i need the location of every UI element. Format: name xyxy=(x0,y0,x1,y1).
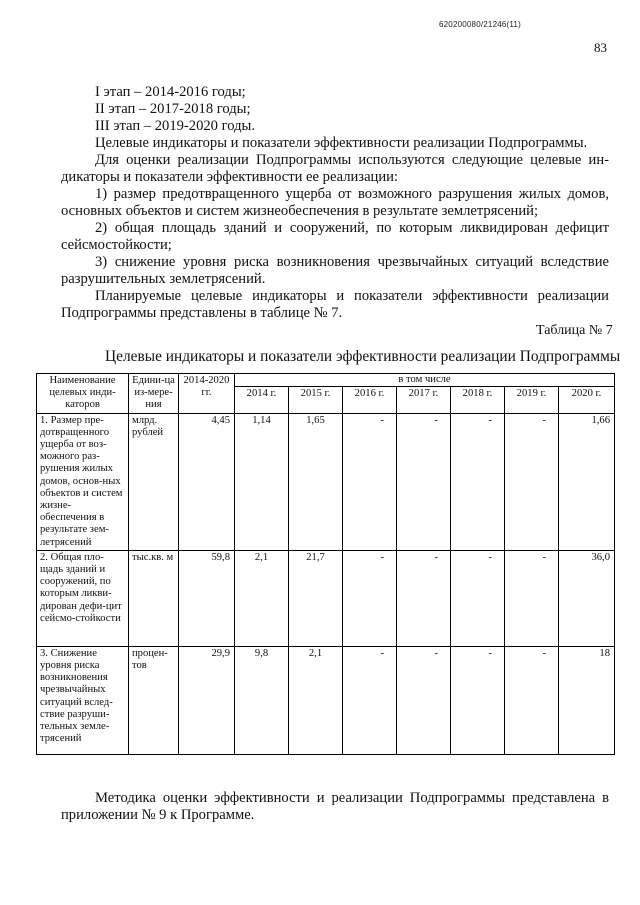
header-year: 2015 г. xyxy=(289,387,343,414)
indicator-3-line: разрушительных землетрясений. xyxy=(61,271,266,287)
row-value: - xyxy=(451,646,505,754)
paragraph-line: дикаторы и показатели эффективности ее реализации: xyxy=(61,169,399,185)
table-row xyxy=(37,550,615,646)
row-name: 1. Размер пре-дотвращенного ущерба от воз-можного раз-рушения жилых домов, основ-ных объектов и систем жизне-обеспечения в результате зем-летрясений xyxy=(37,413,129,550)
indicator-1-line: основных объектов и систем жизнеобеспечения в результате землетрясений; xyxy=(61,203,539,219)
header-unit: Едини-ца из-мере-ния xyxy=(129,374,179,414)
methodology-line: Методика оценки эффективности и реализации Подпрограммы представлена в xyxy=(95,790,609,806)
indicator-3-line: 3) снижение уровня риска возникновения чрезвычайных ситуаций вследствие xyxy=(95,254,609,270)
row-value: - xyxy=(343,646,397,754)
stage-2-line: II этап – 2017-2018 годы; xyxy=(95,101,251,117)
table-row xyxy=(37,646,615,754)
header-year: 2019 г. xyxy=(505,387,559,414)
row-value: 1,66 xyxy=(559,413,615,550)
row-value: - xyxy=(505,550,559,646)
indicators-table xyxy=(36,373,615,755)
row-unit: процен-тов xyxy=(129,646,179,754)
indicator-2-line: сейсмостойкости; xyxy=(61,237,172,253)
row-value: 1,65 xyxy=(289,413,343,550)
row-value: 1,14 xyxy=(235,413,289,550)
row-value: - xyxy=(343,413,397,550)
row-value: - xyxy=(451,413,505,550)
planned-line: Подпрограммы представлены в таблице № 7. xyxy=(61,305,343,321)
table-title: Целевые индикаторы и показатели эффективности реализации Подпрограммы xyxy=(105,348,621,365)
indicators-heading: Целевые индикаторы и показатели эффективности реализации Подпрограммы. xyxy=(95,135,588,151)
header-total: 2014-2020 гг. xyxy=(179,374,235,414)
row-value: 36,0 xyxy=(559,550,615,646)
row-value: - xyxy=(343,550,397,646)
paragraph-line: Для оценки реализации Подпрограммы используются следующие целевые ин- xyxy=(95,152,609,168)
row-value: 9,8 xyxy=(235,646,289,754)
row-value: 21,7 xyxy=(289,550,343,646)
planned-line: Планируемые целевые индикаторы и показатели эффективности реализации xyxy=(95,288,609,304)
methodology-line: приложении № 9 к Программе. xyxy=(61,807,255,823)
row-value: 2,1 xyxy=(289,646,343,754)
row-value: - xyxy=(505,413,559,550)
page-number: 83 xyxy=(594,40,607,55)
row-value: - xyxy=(397,646,451,754)
header-year: 2020 г. xyxy=(559,387,615,414)
row-unit: млрд. рублей xyxy=(129,413,179,550)
header-year: 2016 г. xyxy=(343,387,397,414)
row-value: - xyxy=(397,550,451,646)
row-value: - xyxy=(505,646,559,754)
table-row xyxy=(37,413,615,550)
doc-code: 620200080/21246(11) xyxy=(439,20,521,29)
header-year: 2017 г. xyxy=(397,387,451,414)
row-total: 4,45 xyxy=(179,413,235,550)
header-including: в том числе xyxy=(235,374,615,387)
stage-3-line: III этап – 2019-2020 годы. xyxy=(95,118,255,134)
indicator-2-line: 2) общая площадь зданий и сооружений, по которым ликвидирован дефицит xyxy=(95,220,609,236)
row-name: 3. Снижение уровня риска возникновения чрезвычайных ситуаций вслед-ствие разруши-тельных земле-трясений xyxy=(37,646,129,754)
header-year: 2014 г. xyxy=(235,387,289,414)
header-year: 2018 г. xyxy=(451,387,505,414)
row-value: - xyxy=(397,413,451,550)
row-name: 2. Общая пло-щадь зданий и сооружений, по которым ликви-дирован дефи-цит сейсмо-стойкости xyxy=(37,550,129,646)
row-total: 59,8 xyxy=(179,550,235,646)
row-value: - xyxy=(451,550,505,646)
indicator-1-line: 1) размер предотвращенного ущерба от возможного разрушения жилых домов, xyxy=(95,186,609,202)
header-name: Наименование целевых инди-каторов xyxy=(37,374,129,414)
table-caption: Таблица № 7 xyxy=(536,323,613,338)
row-value: 2,1 xyxy=(235,550,289,646)
row-unit: тыс.кв. м xyxy=(129,550,179,646)
row-total: 29,9 xyxy=(179,646,235,754)
row-value: 18 xyxy=(559,646,615,754)
stage-1-line: I этап – 2014-2016 годы; xyxy=(95,84,246,100)
